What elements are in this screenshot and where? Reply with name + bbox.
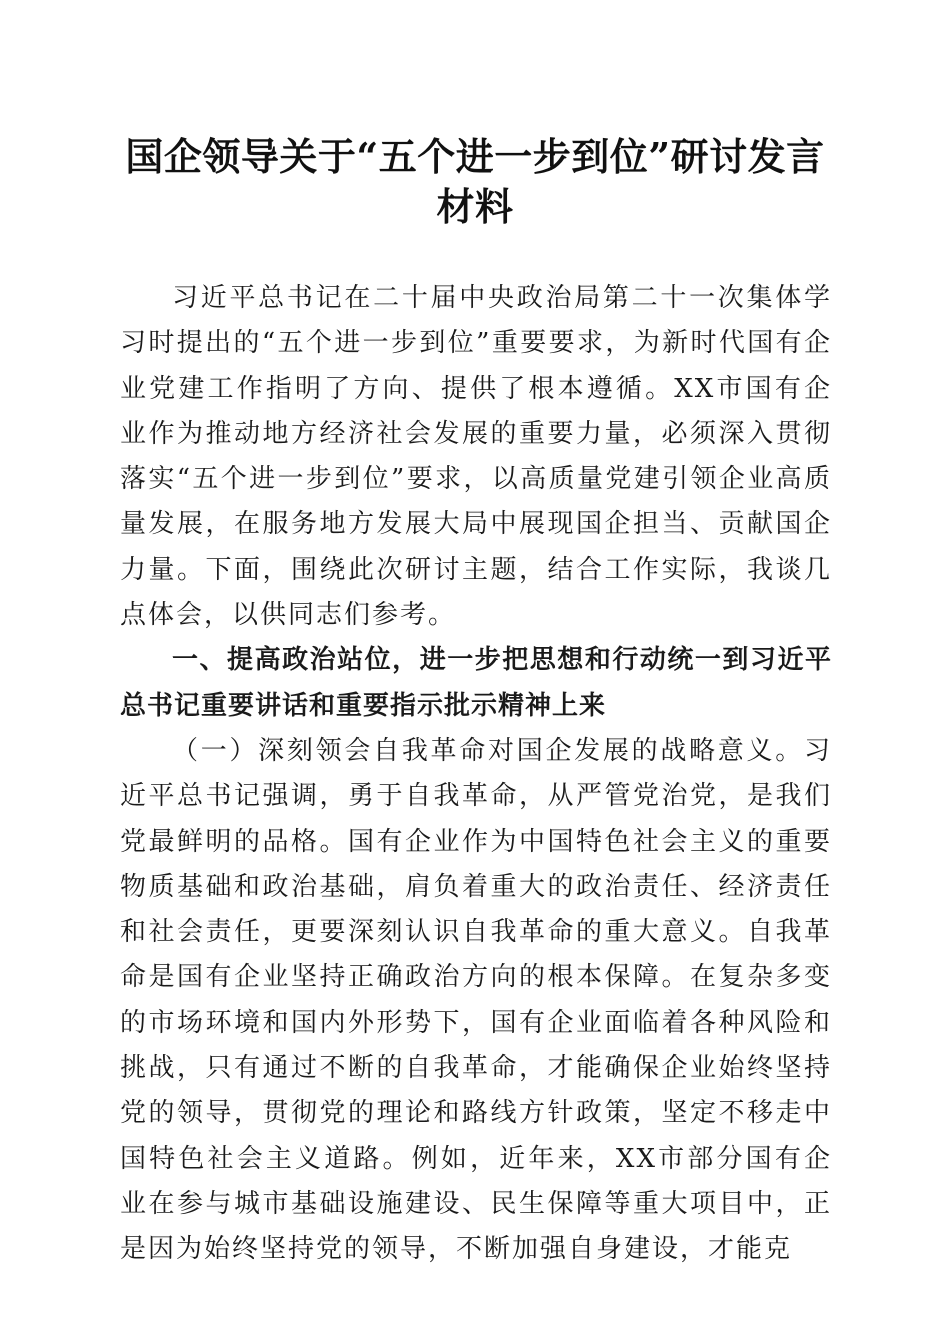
subsection-paragraph-1: （一）深刻领会自我革命对国企发展的战略意义。习近平总书记强调，勇于自我革命，从严管党治党，是我们党最鲜明的品格。国有企业作为中国特色社会主义的重要物质基础和政治基础，肩负着重大的政治责任、经济责任和社会责任，更要深刻认识自我革命的重大意义。自我革命是国有企业坚持正确政治方向的根本保障。在复杂多变的市场环境和国内外形势下，国有企业面临着各种风险和挑战，只有通过不断的自我革命，才能确保企业始终坚持党的领导，贯彻党的理论和路线方针政策，坚定不移走中国特色社会主义道路。例如，近年来，XX市部分国有企业在参与城市基础设施建设、民生保障等重大项目中，正是因为始终坚持党的领导，不断加强自身建设，才能克 bbox=[120, 735, 832, 1265]
document-title: 国企领导关于“五个进一步到位”研讨发言材料 bbox=[125, 134, 825, 229]
section-heading-1: 一、提高政治站位，进一步把思想和行动统一到习近平总书记重要讲话和重要指示批示精神上来 bbox=[120, 645, 832, 721]
intro-paragraph: 习近平总书记在二十届中央政治局第二十一次集体学习时提出的“五个进一步到位”重要要求，为新时代国有企业党建工作指明了方向、提供了根本遵循。XX市国有企业作为推动地方经济社会发展的重要力量，必须深入贯彻落实“五个进一步到位”要求，以高质量党建引领企业高质量发展，在服务地方发展大局中展现国企担当、贡献国企力量。下面，围绕此次研讨主题，结合工作实际，我谈几点体会，以供同志们参考。 bbox=[120, 283, 832, 631]
document-body bbox=[120, 276, 832, 1273]
